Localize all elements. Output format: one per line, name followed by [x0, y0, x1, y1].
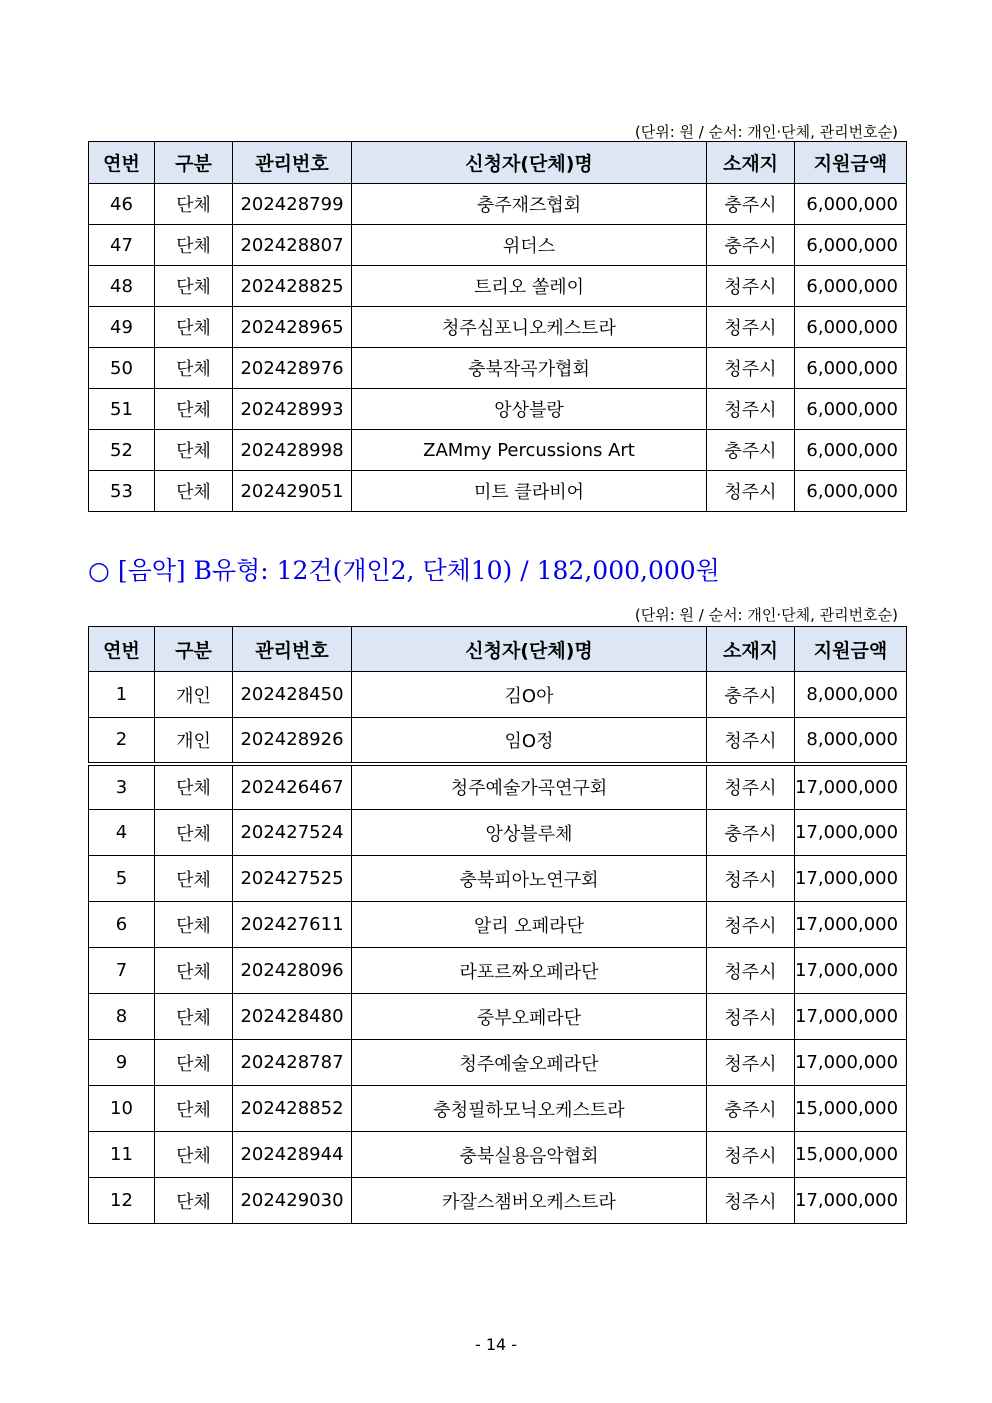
cell-name: 청주예술오페라단	[352, 1040, 707, 1086]
cell-amount: 15,000,000	[795, 1132, 907, 1178]
cell-no: 47	[89, 225, 155, 266]
cell-amount: 8,000,000	[795, 718, 907, 764]
table-row	[89, 389, 907, 430]
cell-type: 단체	[155, 902, 233, 948]
cell-name: 카잘스챔버오케스트라	[352, 1178, 707, 1224]
cell-no: 11	[89, 1132, 155, 1178]
header-amount: 지원금액	[795, 142, 907, 184]
cell-type: 단체	[155, 1086, 233, 1132]
cell-location: 청주시	[707, 266, 795, 307]
cell-type: 단체	[155, 764, 233, 810]
cell-name: 중부오페라단	[352, 994, 707, 1040]
table-row	[89, 1086, 907, 1132]
cell-name: 트리오 쏠레이	[352, 266, 707, 307]
table-row	[89, 1040, 907, 1086]
cell-no: 52	[89, 430, 155, 471]
cell-type: 단체	[155, 856, 233, 902]
cell-name: 미트 클라비어	[352, 471, 707, 512]
cell-amount: 6,000,000	[795, 389, 907, 430]
cell-name: 충북피아노연구회	[352, 856, 707, 902]
cell-name: 충주재즈협회	[352, 184, 707, 225]
table-row	[89, 764, 907, 810]
cell-no: 8	[89, 994, 155, 1040]
header-type: 구분	[155, 142, 233, 184]
cell-type: 단체	[155, 430, 233, 471]
cell-id: 202428965	[233, 307, 352, 348]
table-row	[89, 902, 907, 948]
cell-location: 청주시	[707, 1040, 795, 1086]
cell-no: 1	[89, 672, 155, 718]
table-header-row	[89, 627, 907, 672]
cell-id: 202428787	[233, 1040, 352, 1086]
cell-type: 단체	[155, 1040, 233, 1086]
cell-id: 202427611	[233, 902, 352, 948]
table-row	[89, 856, 907, 902]
cell-name: 충북실용음악협회	[352, 1132, 707, 1178]
cell-amount: 17,000,000	[795, 1178, 907, 1224]
cell-amount: 6,000,000	[795, 266, 907, 307]
header-id: 관리번호	[233, 627, 352, 672]
table-row	[89, 810, 907, 856]
cell-name: ZAMmy Percussions Art	[352, 430, 707, 471]
cell-id: 202428993	[233, 389, 352, 430]
cell-location: 청주시	[707, 307, 795, 348]
cell-type: 단체	[155, 184, 233, 225]
cell-location: 청주시	[707, 764, 795, 810]
cell-id: 202427525	[233, 856, 352, 902]
cell-name: 김O아	[352, 672, 707, 718]
cell-name: 앙상블랑	[352, 389, 707, 430]
cell-amount: 8,000,000	[795, 672, 907, 718]
cell-no: 53	[89, 471, 155, 512]
header-location: 소재지	[707, 142, 795, 184]
cell-no: 4	[89, 810, 155, 856]
cell-name: 알리 오페라단	[352, 902, 707, 948]
cell-name: 충북작곡가협회	[352, 348, 707, 389]
cell-location: 충주시	[707, 672, 795, 718]
cell-no: 7	[89, 948, 155, 994]
cell-amount: 17,000,000	[795, 810, 907, 856]
cell-id: 202429051	[233, 471, 352, 512]
cell-type: 단체	[155, 471, 233, 512]
table-row	[89, 348, 907, 389]
cell-type: 단체	[155, 225, 233, 266]
section-heading	[88, 551, 720, 587]
cell-id: 202428450	[233, 672, 352, 718]
cell-no: 6	[89, 902, 155, 948]
cell-amount: 17,000,000	[795, 902, 907, 948]
cell-location: 청주시	[707, 994, 795, 1040]
table-row	[89, 225, 907, 266]
cell-no: 12	[89, 1178, 155, 1224]
table-header-row	[89, 142, 907, 184]
support-table-2	[88, 626, 907, 1224]
cell-location: 청주시	[707, 1178, 795, 1224]
cell-amount: 17,000,000	[795, 948, 907, 994]
cell-location: 청주시	[707, 902, 795, 948]
header-location: 소재지	[707, 627, 795, 672]
cell-no: 50	[89, 348, 155, 389]
header-type: 구분	[155, 627, 233, 672]
table-row	[89, 266, 907, 307]
cell-type: 단체	[155, 948, 233, 994]
cell-amount: 6,000,000	[795, 225, 907, 266]
header-name: 신청자(단체)명	[352, 142, 707, 184]
cell-no: 46	[89, 184, 155, 225]
cell-amount: 17,000,000	[795, 1040, 907, 1086]
cell-no: 2	[89, 718, 155, 764]
cell-name: 위더스	[352, 225, 707, 266]
cell-id: 202428976	[233, 348, 352, 389]
cell-location: 청주시	[707, 948, 795, 994]
cell-location: 충주시	[707, 1086, 795, 1132]
table-row	[89, 307, 907, 348]
table-row	[89, 471, 907, 512]
cell-name: 앙상블루체	[352, 810, 707, 856]
header-amount: 지원금액	[795, 627, 907, 672]
cell-type: 개인	[155, 672, 233, 718]
table-row	[89, 718, 907, 764]
cell-type: 단체	[155, 994, 233, 1040]
cell-type: 개인	[155, 718, 233, 764]
cell-location: 충주시	[707, 184, 795, 225]
cell-id: 202428480	[233, 994, 352, 1040]
cell-location: 청주시	[707, 1132, 795, 1178]
cell-id: 202427524	[233, 810, 352, 856]
section-title: [음악] B유형: 12건(개인2, 단체10) / 182,000,000원	[117, 556, 720, 585]
cell-name: 임O정	[352, 718, 707, 764]
cell-location: 충주시	[707, 810, 795, 856]
cell-id: 202428998	[233, 430, 352, 471]
cell-type: 단체	[155, 389, 233, 430]
support-table-1	[88, 141, 907, 512]
cell-no: 5	[89, 856, 155, 902]
cell-no: 48	[89, 266, 155, 307]
unit-note: (단위: 원 / 순서: 개인·단체, 관리번호순)	[634, 606, 898, 624]
header-name: 신청자(단체)명	[352, 627, 707, 672]
header-id: 관리번호	[233, 142, 352, 184]
cell-id: 202428944	[233, 1132, 352, 1178]
cell-location: 청주시	[707, 348, 795, 389]
cell-location: 충주시	[707, 430, 795, 471]
cell-no: 10	[89, 1086, 155, 1132]
cell-id: 202428852	[233, 1086, 352, 1132]
cell-no: 51	[89, 389, 155, 430]
cell-id: 202428096	[233, 948, 352, 994]
page-number: - 14 -	[474, 1335, 518, 1354]
table-row	[89, 430, 907, 471]
cell-amount: 17,000,000	[795, 764, 907, 810]
cell-amount: 6,000,000	[795, 430, 907, 471]
cell-id: 202429030	[233, 1178, 352, 1224]
header-no: 연번	[89, 142, 155, 184]
cell-amount: 17,000,000	[795, 994, 907, 1040]
cell-name: 청주심포니오케스트라	[352, 307, 707, 348]
cell-id: 202428799	[233, 184, 352, 225]
cell-id: 202426467	[233, 764, 352, 810]
cell-type: 단체	[155, 307, 233, 348]
table-row	[89, 184, 907, 225]
cell-amount: 15,000,000	[795, 1086, 907, 1132]
table-row	[89, 994, 907, 1040]
cell-location: 충주시	[707, 225, 795, 266]
cell-type: 단체	[155, 1132, 233, 1178]
cell-amount: 6,000,000	[795, 307, 907, 348]
cell-type: 단체	[155, 348, 233, 389]
cell-name: 충청필하모닉오케스트라	[352, 1086, 707, 1132]
cell-amount: 6,000,000	[795, 348, 907, 389]
cell-location: 청주시	[707, 856, 795, 902]
table-row	[89, 1178, 907, 1224]
circle-bullet-icon: ○	[88, 556, 110, 585]
cell-id: 202428825	[233, 266, 352, 307]
cell-amount: 6,000,000	[795, 471, 907, 512]
cell-location: 청주시	[707, 389, 795, 430]
cell-no: 3	[89, 764, 155, 810]
cell-amount: 17,000,000	[795, 856, 907, 902]
cell-id: 202428926	[233, 718, 352, 764]
cell-location: 청주시	[707, 718, 795, 764]
cell-type: 단체	[155, 810, 233, 856]
cell-type: 단체	[155, 266, 233, 307]
table-row	[89, 1132, 907, 1178]
cell-no: 49	[89, 307, 155, 348]
cell-amount: 6,000,000	[795, 184, 907, 225]
header-no: 연번	[89, 627, 155, 672]
cell-type: 단체	[155, 1178, 233, 1224]
unit-note: (단위: 원 / 순서: 개인·단체, 관리번호순)	[634, 123, 898, 141]
cell-location: 청주시	[707, 471, 795, 512]
cell-name: 라포르짜오페라단	[352, 948, 707, 994]
cell-no: 9	[89, 1040, 155, 1086]
cell-id: 202428807	[233, 225, 352, 266]
table-row	[89, 948, 907, 994]
cell-name: 청주예술가곡연구회	[352, 764, 707, 810]
table-row	[89, 672, 907, 718]
